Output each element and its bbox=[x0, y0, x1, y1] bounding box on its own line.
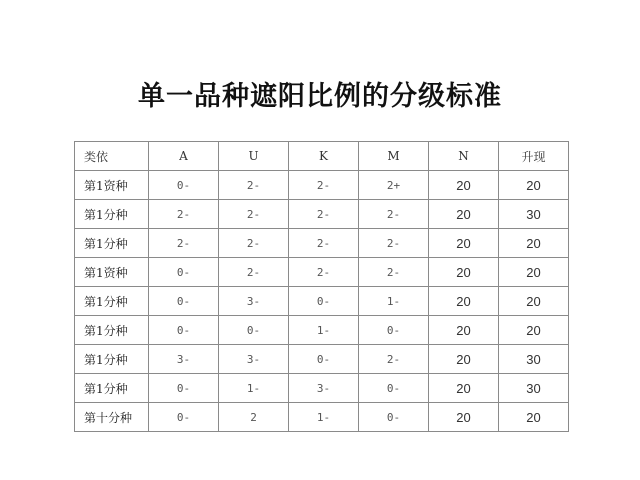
table-cell-value: 20 bbox=[499, 229, 569, 258]
table-cell-value: 0- bbox=[149, 316, 219, 345]
row-label: 第十分种 bbox=[75, 403, 149, 432]
table-cell-value: 0- bbox=[149, 258, 219, 287]
table-cell-value: 2- bbox=[219, 200, 289, 229]
table-header-row bbox=[75, 142, 569, 171]
table-row bbox=[75, 316, 569, 345]
table-cell-value: 2- bbox=[289, 171, 359, 200]
table-cell-value: 20 bbox=[499, 171, 569, 200]
row-label: 第1资种 bbox=[75, 171, 149, 200]
table-cell-value: 20 bbox=[499, 258, 569, 287]
table-row bbox=[75, 345, 569, 374]
table-cell-value: 2- bbox=[289, 229, 359, 258]
page-title: 单一品种遮阳比例的分级标准 bbox=[138, 81, 502, 112]
table-cell-value: 2- bbox=[359, 258, 429, 287]
table-row bbox=[75, 171, 569, 200]
table-cell-value: 1- bbox=[359, 287, 429, 316]
table-cell-value: 2- bbox=[219, 229, 289, 258]
table-row bbox=[75, 287, 569, 316]
table-cell-value: 2- bbox=[219, 171, 289, 200]
table-cell-value: 0- bbox=[359, 403, 429, 432]
table-row bbox=[75, 229, 569, 258]
table-cell-value: 0- bbox=[219, 316, 289, 345]
column-header: A bbox=[149, 142, 219, 171]
table-cell-value: 1- bbox=[289, 316, 359, 345]
table-cell-value: 30 bbox=[499, 374, 569, 403]
table-cell-value: 2- bbox=[149, 200, 219, 229]
column-header: M bbox=[359, 142, 429, 171]
column-header: U bbox=[219, 142, 289, 171]
column-header: N bbox=[429, 142, 499, 171]
table-cell-value: 2- bbox=[289, 258, 359, 287]
table-cell-value: 30 bbox=[499, 200, 569, 229]
table-cell-value: 20 bbox=[429, 316, 499, 345]
row-label: 第1分种 bbox=[75, 229, 149, 258]
column-header: 升现 bbox=[499, 142, 569, 171]
table-cell-value: 0- bbox=[149, 171, 219, 200]
table-cell-value: 20 bbox=[429, 258, 499, 287]
table-cell-value: 3- bbox=[289, 374, 359, 403]
table-cell-value: 20 bbox=[499, 403, 569, 432]
table-cell-value: 20 bbox=[429, 287, 499, 316]
table-cell-value: 20 bbox=[429, 403, 499, 432]
table-cell-value: 1- bbox=[219, 374, 289, 403]
table-cell-value: 0- bbox=[359, 316, 429, 345]
column-header: 类依 bbox=[75, 142, 149, 171]
grading-table bbox=[74, 141, 569, 432]
column-header: K bbox=[289, 142, 359, 171]
table-cell-value: 0- bbox=[149, 287, 219, 316]
table-cell-value: 2- bbox=[289, 200, 359, 229]
row-label: 第1资种 bbox=[75, 258, 149, 287]
table-cell-value: 0- bbox=[149, 374, 219, 403]
table-cell-value: 0- bbox=[359, 374, 429, 403]
table-cell-value: 2- bbox=[359, 200, 429, 229]
table-cell-value: 0- bbox=[289, 287, 359, 316]
row-label: 第1分种 bbox=[75, 200, 149, 229]
table-row bbox=[75, 374, 569, 403]
table-cell-value: 2- bbox=[359, 345, 429, 374]
table-cell-value: 3- bbox=[149, 345, 219, 374]
table-row bbox=[75, 403, 569, 432]
row-label: 第1分种 bbox=[75, 374, 149, 403]
table-cell-value: 3- bbox=[219, 345, 289, 374]
table-cell-value: 20 bbox=[429, 374, 499, 403]
table-cell-value: 20 bbox=[429, 345, 499, 374]
table-cell-value: 0- bbox=[289, 345, 359, 374]
table-cell-value: 3- bbox=[219, 287, 289, 316]
table-cell-value: 1- bbox=[289, 403, 359, 432]
row-label: 第1分种 bbox=[75, 345, 149, 374]
table-cell-value: 2+ bbox=[359, 171, 429, 200]
table-cell-value: 2- bbox=[359, 229, 429, 258]
table-cell-value: 20 bbox=[429, 229, 499, 258]
table-cell-value: 20 bbox=[429, 171, 499, 200]
row-label: 第1分种 bbox=[75, 316, 149, 345]
table-cell-value: 20 bbox=[429, 200, 499, 229]
table-row bbox=[75, 200, 569, 229]
table-cell-value: 20 bbox=[499, 287, 569, 316]
table-cell-value: 2- bbox=[219, 258, 289, 287]
table-cell-value: 0- bbox=[149, 403, 219, 432]
table-cell-value: 30 bbox=[499, 345, 569, 374]
row-label: 第1分种 bbox=[75, 287, 149, 316]
table-cell-value: 2- bbox=[149, 229, 219, 258]
table-cell-value: 2 bbox=[219, 403, 289, 432]
table-cell-value: 20 bbox=[499, 316, 569, 345]
table-row bbox=[75, 258, 569, 287]
table-body bbox=[75, 171, 569, 432]
